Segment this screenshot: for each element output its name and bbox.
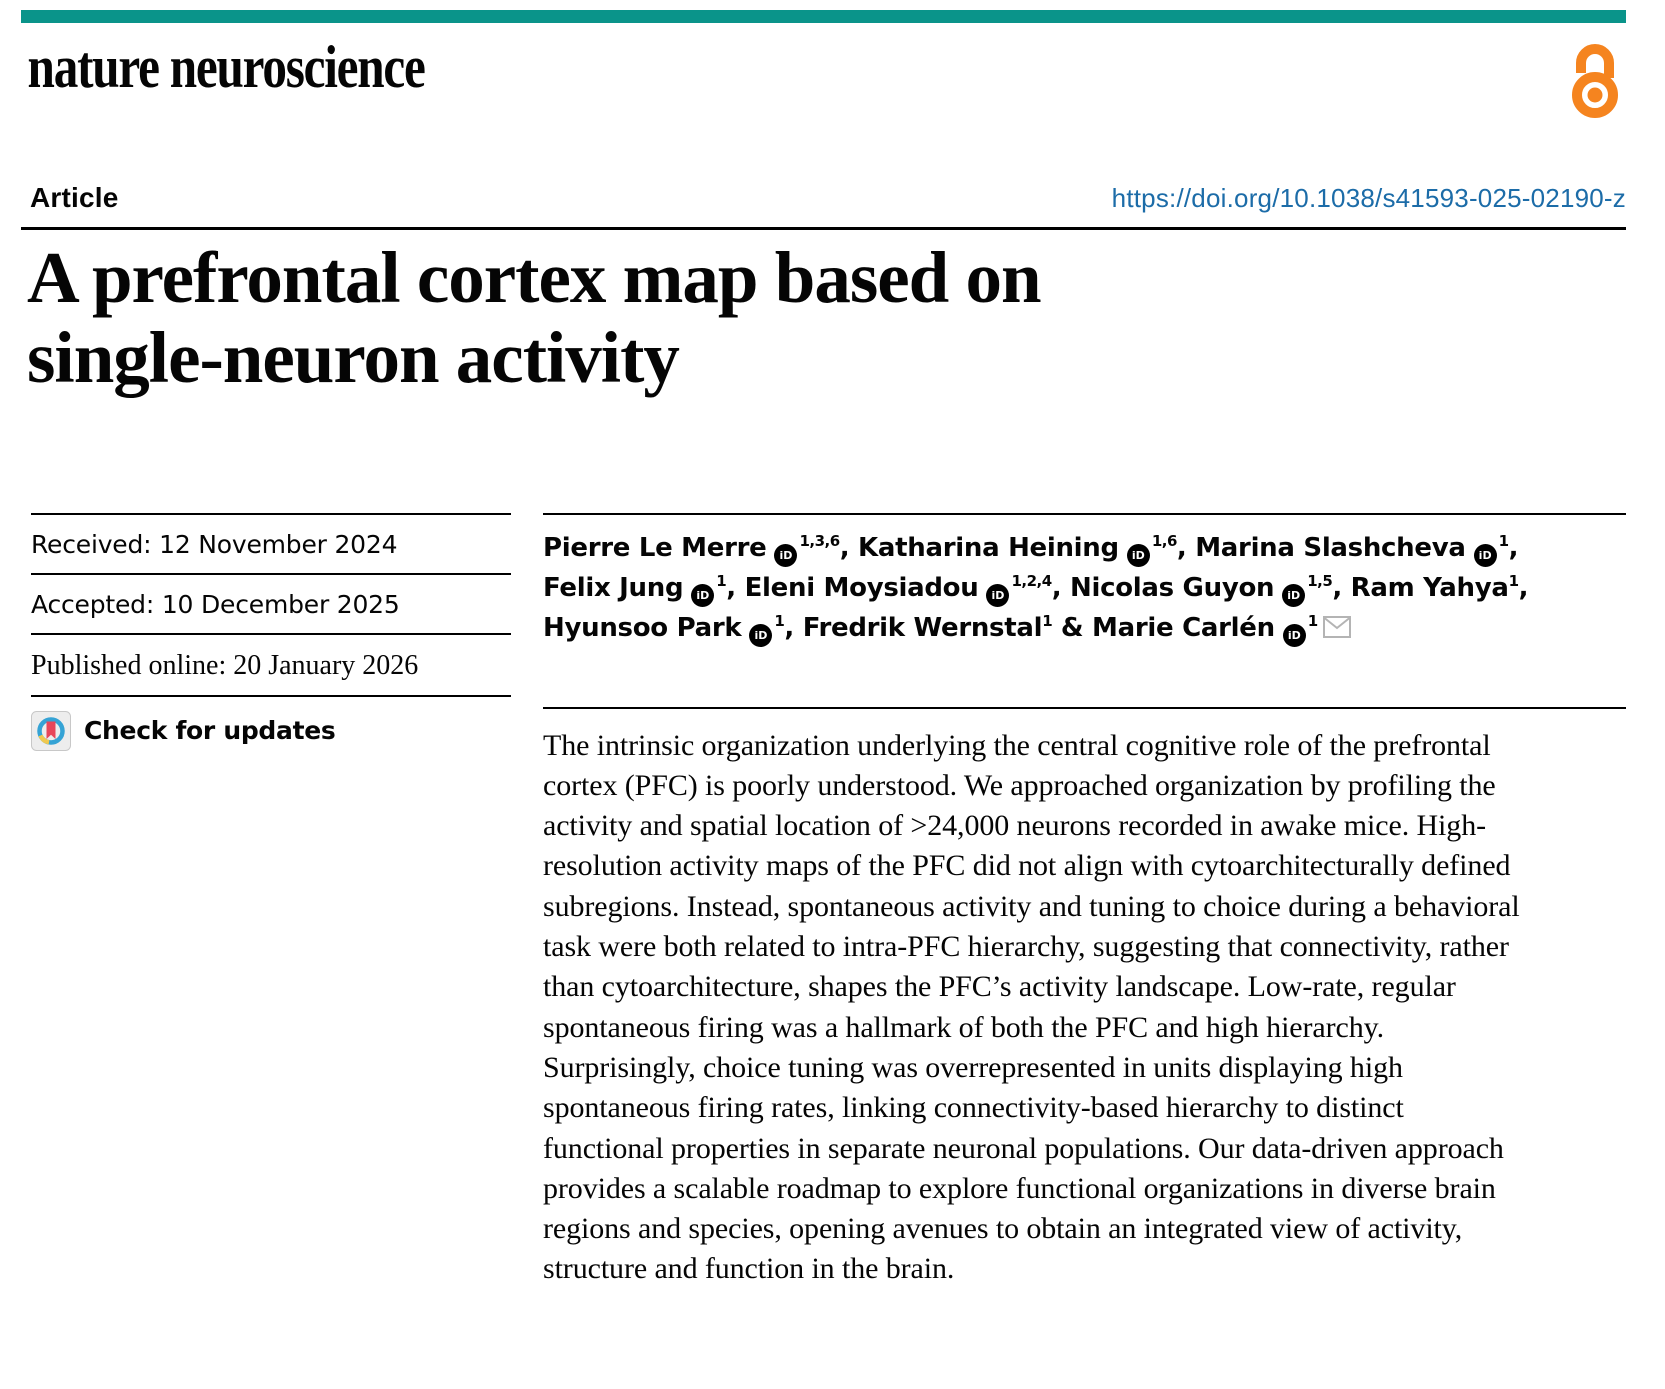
doi-link[interactable]: https://doi.org/10.1038/s41593-025-02190-z <box>1111 183 1626 213</box>
accepted-date <box>31 573 511 633</box>
author-affiliation-superscript: 1,5 <box>1307 571 1333 590</box>
author-name: Hyunsoo Park <box>543 612 742 643</box>
published-date <box>31 633 511 695</box>
orcid-icon[interactable]: iD <box>1282 584 1305 607</box>
accepted-date-label: Accepted: 10 December 2025 <box>31 589 400 619</box>
article-type-label: Article <box>30 182 119 213</box>
orcid-icon[interactable]: iD <box>1474 544 1497 567</box>
orcid-icon[interactable]: iD <box>749 624 772 647</box>
crossmark-icon <box>31 711 71 751</box>
received-date-label: Received: 12 November 2024 <box>31 529 398 559</box>
author-name: Ram Yahya <box>1350 572 1509 603</box>
check-for-updates-label: Check for updates <box>84 716 336 746</box>
author-affiliation-superscript: 1,3,6 <box>799 531 840 550</box>
author-name: Pierre Le Merre <box>543 532 767 563</box>
author-affiliation-superscript: 1 <box>1307 611 1318 630</box>
author-name: Marina Slashcheva <box>1195 532 1466 563</box>
author-name: Katharina Heining <box>858 532 1119 563</box>
author-name: Felix Jung <box>543 572 684 603</box>
author-affiliation-superscript: 1 <box>716 571 727 590</box>
abstract-text: The intrinsic organization underlying the central cognitive role of the prefrontal cortex (PFC) is poorly understood. We approached organization by profiling the activity and spatial location of >24,000 neurons recorded in awake mice. High-resolution activity maps of the PFC did not align with cytoarchitecturally defined subregions. Instead, spontaneous activity and tuning to choice during a behavioral task were both related to intra-PFC hierarchy, suggesting that connectivity, rather than cytoarchitecture, shapes the PFC’s activity landscape. Low-rate, regular spontaneous firing was a hallmark of both the PFC and high hierarchy. Surprisingly, choice tuning was overrepresented in units displaying high spontaneous firing rates, linking connectivity-based hierarchy to distinct functional properties in separate neuronal populations. Our data-driven approach provides a scalable roadmap to explore functional organizations in diverse brain regions and species, opening avenues to obtain an integrated view of activity, structure and function in the brain. <box>543 728 1520 1286</box>
dates-sidebar <box>21 513 511 1290</box>
email-icon[interactable] <box>1323 616 1351 638</box>
title-divider <box>21 227 1626 230</box>
open-access-icon[interactable] <box>1566 42 1624 120</box>
masthead <box>21 36 1626 116</box>
orcid-icon[interactable]: iD <box>1283 624 1306 647</box>
author-list: Pierre Le Merre iD$^{1,3,6}$, Katharina Heining iD$^{1,6}$, Marina Slashcheva $iD^1$, Felix Jung $iD^1$, Eleni Moysiadou iD$^{1,2,4}$, Nicolas Guyon iD$^{1,5}$, Ram Yahya$^1$, Hyunsoo Park $iD^1$, Fredrik Wernstal$^1$ & Marie Carlén $iD^1$ <box>543 513 1626 707</box>
orcid-icon[interactable]: iD <box>986 584 1009 607</box>
author-affiliation-superscript: 1 <box>1508 571 1519 590</box>
journal-logo[interactable]: nature neuroscience <box>27 34 425 100</box>
author-affiliation-superscript: 1 <box>1042 611 1053 630</box>
author-affiliation-superscript: 1 <box>774 611 785 630</box>
author-affiliation-superscript: 1,6 <box>1151 531 1177 550</box>
orcid-icon[interactable]: iD <box>774 544 797 567</box>
article-meta-section <box>21 513 1626 1290</box>
author-name: Nicolas Guyon <box>1070 572 1275 603</box>
article-main-column <box>543 513 1626 1290</box>
orcid-icon[interactable]: iD <box>691 584 714 607</box>
article-title: A prefrontal cortex map based on single-neuron activity <box>27 237 1041 399</box>
journal-accent-bar <box>21 10 1626 23</box>
author-name: Eleni Moysiadou <box>744 572 979 603</box>
orcid-icon[interactable]: iD <box>1127 544 1150 567</box>
article-header-row <box>21 182 1626 214</box>
author-affiliation-superscript: 1 <box>1498 531 1509 550</box>
published-date-label: Published online: 20 January 2026 <box>31 650 419 682</box>
received-date <box>31 513 511 573</box>
author-affiliation-superscript: 1,2,4 <box>1011 571 1052 590</box>
check-for-updates-button[interactable] <box>31 695 511 764</box>
author-name: Fredrik Wernstal <box>802 612 1043 643</box>
author-name: Marie Carlén <box>1092 612 1275 643</box>
